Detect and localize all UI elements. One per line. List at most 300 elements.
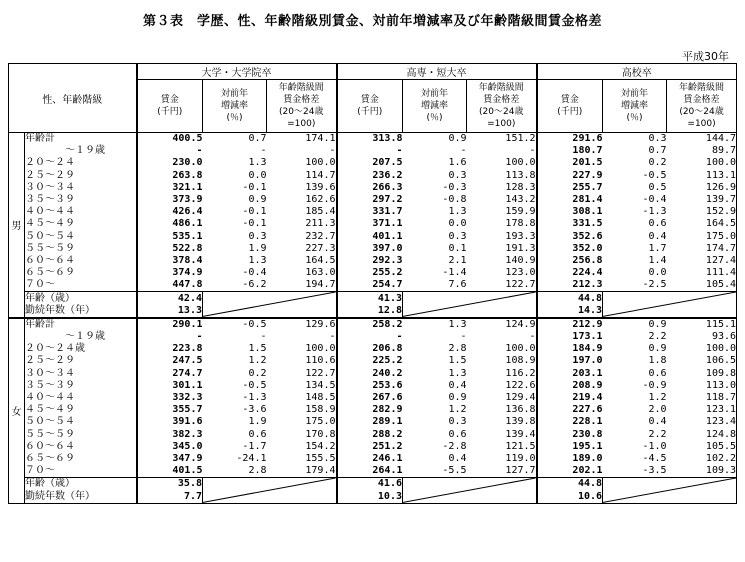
table-row — [9, 231, 737, 243]
data-cell: 1.2 — [248, 355, 267, 367]
data-cell: 0.1 — [448, 242, 467, 254]
data-cell: 0.7 — [648, 145, 667, 157]
wage-column-header: 賃金 (千円) — [337, 80, 403, 133]
data-cell: 102.2 — [667, 453, 737, 465]
table-row — [9, 182, 737, 194]
data-cell: - — [137, 331, 203, 343]
data-cell: - — [329, 145, 336, 157]
data-cell: - — [337, 331, 403, 343]
data-cell: 255.2 — [337, 267, 403, 279]
table-row — [9, 279, 737, 292]
data-cell: 1.6 — [448, 157, 467, 169]
data-cell: 1.3 — [248, 157, 267, 169]
data-cell: -0.3 — [442, 181, 467, 193]
data-cell: 12.8 — [337, 305, 403, 318]
data-cell: 371.1 — [337, 218, 403, 230]
data-cell: 253.6 — [337, 380, 403, 392]
data-cell: 10.6 — [537, 490, 603, 503]
data-cell: 124.8 — [667, 429, 737, 441]
age-group-label: ６５～６９ — [25, 453, 137, 465]
data-cell: 447.8 — [137, 279, 203, 292]
age-group-label: ４５～４９ — [25, 404, 137, 416]
data-cell: 522.8 — [137, 243, 203, 255]
data-cell: - — [337, 145, 403, 157]
table-row — [9, 318, 737, 331]
diagonal-line — [603, 292, 736, 316]
data-cell: 189.0 — [537, 453, 603, 465]
data-cell: 35.8 — [137, 478, 203, 491]
data-cell: 0.6 — [448, 428, 467, 440]
age-group-label: ～１９歳 — [25, 331, 137, 343]
change-rate-column-header: 対前年 増減率 (％) — [403, 80, 467, 133]
data-cell: 355.7 — [137, 404, 203, 416]
data-cell: 282.9 — [337, 404, 403, 416]
data-cell: 0.9 — [448, 392, 467, 404]
data-cell: 164.5 — [667, 218, 737, 230]
data-cell: - — [137, 145, 203, 157]
data-cell: 219.4 — [537, 392, 603, 404]
data-cell: 331.5 — [537, 218, 603, 230]
data-cell: 321.1 — [137, 182, 203, 194]
age-group-label: ３５～３９ — [25, 194, 137, 206]
wage-column-header: 賃金 (千円) — [137, 80, 203, 133]
data-cell: 109.3 — [667, 465, 737, 478]
data-cell: 274.7 — [137, 368, 203, 380]
data-cell: 0.3 — [448, 416, 467, 428]
data-cell: - — [529, 145, 536, 157]
data-cell: 41.6 — [337, 478, 403, 491]
data-cell: 100.0 — [667, 157, 737, 169]
data-cell: 162.6 — [305, 194, 336, 206]
data-cell: 246.1 — [337, 453, 403, 465]
data-cell: 148.5 — [305, 392, 336, 404]
table-row — [9, 404, 737, 416]
age-group-label: ４０～４４ — [25, 206, 137, 218]
data-cell: 227.6 — [537, 404, 603, 416]
data-cell: 291.6 — [537, 133, 603, 146]
age-group-label: ５０～５４ — [25, 231, 137, 243]
data-cell: 400.5 — [137, 133, 203, 146]
data-cell: - — [260, 145, 267, 157]
data-cell: 1.7 — [648, 242, 667, 254]
data-cell: 0.2 — [248, 367, 267, 379]
wage-index-column-header: 年齢階級間 賃金格差 (20～24歳 =100) — [267, 80, 337, 133]
data-cell: 191.3 — [505, 242, 536, 254]
data-cell: 14.3 — [537, 305, 603, 318]
data-cell: 0.7 — [203, 133, 267, 146]
data-cell: 113.1 — [667, 170, 737, 182]
data-cell: 2.8 — [248, 465, 267, 477]
data-cell: -4.5 — [642, 452, 667, 464]
data-cell: 313.8 — [337, 133, 403, 146]
sex-label-male: 男 — [9, 133, 25, 318]
table-row — [9, 145, 737, 157]
data-cell: 0.0 — [248, 169, 267, 181]
data-cell: 0.4 — [648, 230, 667, 242]
data-cell: 382.3 — [137, 429, 203, 441]
table-row — [9, 380, 737, 392]
data-cell: 264.1 — [337, 465, 403, 478]
data-cell: 93.6 — [667, 331, 737, 343]
data-cell: 201.5 — [537, 157, 603, 169]
data-cell: 144.7 — [667, 133, 737, 146]
data-cell: 0.3 — [448, 230, 467, 242]
data-cell: - — [260, 331, 267, 343]
data-cell: 263.8 — [137, 170, 203, 182]
not-applicable-cell — [403, 478, 537, 503]
data-cell: -1.0 — [642, 440, 667, 452]
data-cell: 139.7 — [667, 194, 737, 206]
data-cell: 2.8 — [448, 343, 467, 355]
data-cell: -2.8 — [442, 440, 467, 452]
data-cell: 227.3 — [305, 242, 336, 254]
change-rate-column-header: 対前年 増減率 (％) — [603, 80, 667, 133]
data-cell: 123.1 — [667, 404, 737, 416]
data-cell: -0.5 — [203, 318, 267, 331]
average-age-label: 年齢（歳） — [25, 292, 137, 305]
age-group-label: ２０～２４歳 — [25, 343, 137, 355]
data-cell: 266.3 — [337, 182, 403, 194]
data-cell: 7.6 — [448, 279, 467, 291]
data-cell: 2.1 — [448, 254, 467, 266]
data-cell: -0.5 — [242, 379, 267, 391]
data-cell: 151.2 — [467, 133, 537, 146]
data-cell: 1.4 — [648, 254, 667, 266]
data-cell: 0.5 — [648, 181, 667, 193]
age-group-label: 年齢計 — [25, 133, 137, 146]
data-cell: 44.8 — [537, 478, 603, 491]
data-cell: 0.4 — [448, 379, 467, 391]
data-cell: 401.5 — [137, 465, 203, 478]
data-cell: 373.9 — [137, 194, 203, 206]
data-cell: 41.3 — [337, 292, 403, 305]
data-cell: 114.7 — [305, 169, 336, 181]
data-cell: 184.9 — [537, 343, 603, 355]
diagonal-line — [203, 292, 336, 316]
table-row — [9, 429, 737, 441]
diagonal-line — [403, 478, 536, 502]
data-cell: 225.2 — [337, 355, 403, 367]
data-cell: 113.8 — [505, 169, 536, 181]
diagonal-line — [203, 478, 336, 502]
data-cell: 1.5 — [448, 355, 467, 367]
data-cell: 124.9 — [467, 318, 537, 331]
data-cell: 105.4 — [667, 279, 737, 292]
data-cell: 110.6 — [305, 355, 336, 367]
not-applicable-cell — [603, 292, 737, 318]
data-cell: 212.3 — [537, 279, 603, 292]
data-cell: 139.6 — [305, 181, 336, 193]
data-cell: 127.7 — [505, 465, 536, 477]
not-applicable-cell — [403, 292, 537, 318]
data-cell: 0.4 — [648, 416, 667, 428]
data-cell: 1.3 — [448, 206, 467, 218]
table-row — [9, 206, 737, 218]
data-cell: 111.4 — [667, 267, 737, 279]
data-cell: 100.0 — [505, 343, 536, 355]
data-cell: 1.3 — [448, 367, 467, 379]
data-cell: 1.5 — [248, 343, 267, 355]
table-row — [9, 243, 737, 255]
data-cell: 122.6 — [505, 379, 536, 391]
data-cell: 122.7 — [505, 279, 536, 291]
data-cell: 240.2 — [337, 368, 403, 380]
age-group-label: 年齢計 — [25, 318, 137, 331]
data-cell: 0.3 — [448, 169, 467, 181]
data-cell: -0.1 — [242, 218, 267, 230]
data-cell: 251.2 — [337, 441, 403, 453]
data-cell: 1.8 — [648, 355, 667, 367]
data-cell: 1.2 — [448, 404, 467, 416]
data-cell: -1.7 — [242, 440, 267, 452]
data-cell: -6.2 — [242, 279, 267, 291]
table-row — [9, 157, 737, 169]
data-cell: 42.4 — [137, 292, 203, 305]
data-cell: 179.4 — [305, 465, 336, 477]
table-row — [9, 170, 737, 182]
data-cell: -0.4 — [242, 267, 267, 279]
data-cell: 228.1 — [537, 416, 603, 428]
data-cell: 401.1 — [337, 231, 403, 243]
age-group-label: ２０～２４ — [25, 157, 137, 169]
data-cell: 391.6 — [137, 416, 203, 428]
data-cell: 230.0 — [137, 157, 203, 169]
age-group-label: ～１９歳 — [25, 145, 137, 157]
data-cell: 230.8 — [537, 429, 603, 441]
data-cell: 100.0 — [305, 157, 336, 169]
data-cell: 301.1 — [137, 380, 203, 392]
data-cell: 289.1 — [337, 416, 403, 428]
data-cell: - — [460, 145, 467, 157]
table-row — [9, 133, 737, 146]
data-cell: 7.7 — [137, 490, 203, 503]
data-cell: 108.9 — [505, 355, 536, 367]
data-cell: 174.1 — [267, 133, 337, 146]
year-label: 平成30年 — [682, 50, 729, 63]
age-group-label: ４０～４４ — [25, 392, 137, 404]
data-cell: -0.9 — [642, 379, 667, 391]
group-header-high-school: 高校卒 — [537, 64, 737, 80]
data-cell: 100.0 — [505, 157, 536, 169]
data-cell: 193.3 — [505, 230, 536, 242]
data-cell: 308.1 — [537, 206, 603, 218]
data-cell: 0.9 — [248, 194, 267, 206]
data-cell: 224.4 — [537, 267, 603, 279]
data-cell: 123.0 — [505, 267, 536, 279]
data-cell: 2.2 — [648, 331, 667, 343]
data-cell: 208.9 — [537, 380, 603, 392]
age-group-label: ７０～ — [25, 465, 137, 478]
data-cell: 175.0 — [667, 231, 737, 243]
data-cell: 139.8 — [505, 416, 536, 428]
age-group-label: ２５～２９ — [25, 355, 137, 367]
data-cell: 1.3 — [403, 318, 467, 331]
data-cell: 129.6 — [267, 318, 337, 331]
data-cell: 0.0 — [648, 267, 667, 279]
data-cell: 163.0 — [305, 267, 336, 279]
data-cell: 126.9 — [667, 182, 737, 194]
data-cell: 115.1 — [667, 318, 737, 331]
change-rate-column-header: 対前年 増減率 (％) — [203, 80, 267, 133]
table-row — [9, 218, 737, 230]
data-cell: 113.0 — [667, 380, 737, 392]
data-cell: -0.1 — [242, 181, 267, 193]
data-cell: 486.1 — [137, 218, 203, 230]
data-cell: 535.1 — [137, 231, 203, 243]
data-cell: 223.8 — [137, 343, 203, 355]
data-cell: 44.8 — [537, 292, 603, 305]
data-cell: 378.4 — [137, 255, 203, 267]
data-cell: 212.9 — [537, 318, 603, 331]
table-row — [9, 194, 737, 206]
data-cell: 426.4 — [137, 206, 203, 218]
data-cell: 0.6 — [248, 428, 267, 440]
data-cell: 0.2 — [648, 157, 667, 169]
data-cell: 1.9 — [248, 416, 267, 428]
data-cell: - — [460, 331, 467, 343]
table-row — [9, 392, 737, 404]
table-row — [9, 355, 737, 367]
data-cell: 100.0 — [667, 343, 737, 355]
data-cell: 129.4 — [505, 392, 536, 404]
data-cell: 143.2 — [505, 194, 536, 206]
age-group-label: ５０～５４ — [25, 416, 137, 428]
data-cell: 118.7 — [667, 392, 737, 404]
average-tenure-label: 勤続年数（年） — [25, 305, 137, 318]
data-cell: -0.4 — [642, 194, 667, 206]
data-cell: 100.0 — [305, 343, 336, 355]
data-cell: 207.5 — [337, 157, 403, 169]
data-cell: 154.2 — [305, 440, 336, 452]
data-cell: 352.0 — [537, 243, 603, 255]
data-cell: 136.8 — [505, 404, 536, 416]
data-cell: 10.3 — [337, 490, 403, 503]
wage-index-column-header: 年齢階級間 賃金格差 (20～24歳 =100) — [467, 80, 537, 133]
data-cell: 155.5 — [305, 452, 336, 464]
table-row — [9, 441, 737, 453]
table-row — [9, 331, 737, 343]
age-group-label: ５５～５９ — [25, 243, 137, 255]
data-cell: 128.3 — [505, 181, 536, 193]
data-cell: 0.0 — [448, 218, 467, 230]
data-cell: 1.2 — [648, 392, 667, 404]
data-cell: 211.3 — [305, 218, 336, 230]
data-cell: 256.8 — [537, 255, 603, 267]
data-cell: 0.3 — [603, 133, 667, 146]
table-row — [9, 465, 737, 478]
data-cell: 0.9 — [603, 318, 667, 331]
data-cell: 0.3 — [248, 230, 267, 242]
diagonal-line — [603, 478, 736, 502]
data-cell: 397.0 — [337, 243, 403, 255]
data-cell: 2.2 — [648, 428, 667, 440]
data-cell: 1.3 — [248, 254, 267, 266]
row-axis-header: 性、年齢階級 — [9, 64, 137, 133]
average-age-row — [9, 478, 737, 491]
data-cell: 0.9 — [648, 343, 667, 355]
average-tenure-label: 勤続年数（年） — [25, 490, 137, 503]
data-cell: 232.7 — [305, 230, 336, 242]
data-cell: 173.1 — [537, 331, 603, 343]
data-cell: -24.1 — [236, 452, 267, 464]
data-cell: 281.4 — [537, 194, 603, 206]
data-cell: -0.1 — [242, 206, 267, 218]
group-header-university: 大学・大学院卒 — [137, 64, 337, 80]
group-header-technical-college: 高専・短大卒 — [337, 64, 537, 80]
data-cell: 158.9 — [305, 404, 336, 416]
age-group-label: ３０～３４ — [25, 182, 137, 194]
data-cell: 292.3 — [337, 255, 403, 267]
data-cell: 134.5 — [305, 379, 336, 391]
data-cell: 164.5 — [305, 254, 336, 266]
data-cell: 197.0 — [537, 355, 603, 367]
data-cell: 267.6 — [337, 392, 403, 404]
data-cell: 152.9 — [667, 206, 737, 218]
data-cell: 105.5 — [667, 441, 737, 453]
age-group-label: ７０～ — [25, 279, 137, 292]
data-cell: 290.1 — [137, 318, 203, 331]
data-cell: 206.8 — [337, 343, 403, 355]
data-cell: 236.2 — [337, 170, 403, 182]
wage-table — [8, 63, 737, 504]
data-cell: -1.3 — [642, 206, 667, 218]
age-group-label: ２５～２９ — [25, 170, 137, 182]
table-row — [9, 255, 737, 267]
data-cell: -2.5 — [642, 279, 667, 291]
table-row — [9, 453, 737, 465]
data-cell: -5.5 — [442, 465, 467, 477]
not-applicable-cell — [203, 478, 337, 503]
data-cell: 227.9 — [537, 170, 603, 182]
data-cell: - — [329, 331, 336, 343]
data-cell: 2.0 — [648, 404, 667, 416]
data-cell: 331.7 — [337, 206, 403, 218]
data-cell: 139.4 — [505, 428, 536, 440]
data-cell: 175.0 — [305, 416, 336, 428]
data-cell: 288.2 — [337, 429, 403, 441]
average-age-label: 年齢（歳） — [25, 478, 137, 491]
data-cell: 106.5 — [667, 355, 737, 367]
table-row — [9, 267, 737, 279]
data-cell: 89.7 — [667, 145, 737, 157]
data-cell: 127.4 — [667, 255, 737, 267]
data-cell: 122.7 — [305, 367, 336, 379]
data-cell: 352.6 — [537, 231, 603, 243]
sex-label-female: 女 — [9, 318, 25, 503]
data-cell: 13.3 — [137, 305, 203, 318]
data-cell: 178.8 — [505, 218, 536, 230]
data-cell: -1.4 — [442, 267, 467, 279]
data-cell: 185.4 — [305, 206, 336, 218]
data-cell: -0.5 — [642, 169, 667, 181]
data-cell: 174.7 — [667, 243, 737, 255]
data-cell: 159.9 — [505, 206, 536, 218]
data-cell: 297.2 — [337, 194, 403, 206]
data-cell: 247.5 — [137, 355, 203, 367]
data-cell: 374.9 — [137, 267, 203, 279]
data-cell: 0.9 — [403, 133, 467, 146]
data-cell: 258.2 — [337, 318, 403, 331]
data-cell: 203.1 — [537, 368, 603, 380]
data-cell: - — [529, 331, 536, 343]
table-row — [9, 343, 737, 355]
table-row — [9, 368, 737, 380]
age-group-label: ６０～６４ — [25, 441, 137, 453]
data-cell: 109.8 — [667, 368, 737, 380]
age-group-label: ５５～５９ — [25, 429, 137, 441]
data-cell: 0.6 — [648, 218, 667, 230]
table-title: 第３表 学歴、性、年齢階級別賃金、対前年増減率及び年齢階級間賃金格差 — [142, 14, 602, 29]
